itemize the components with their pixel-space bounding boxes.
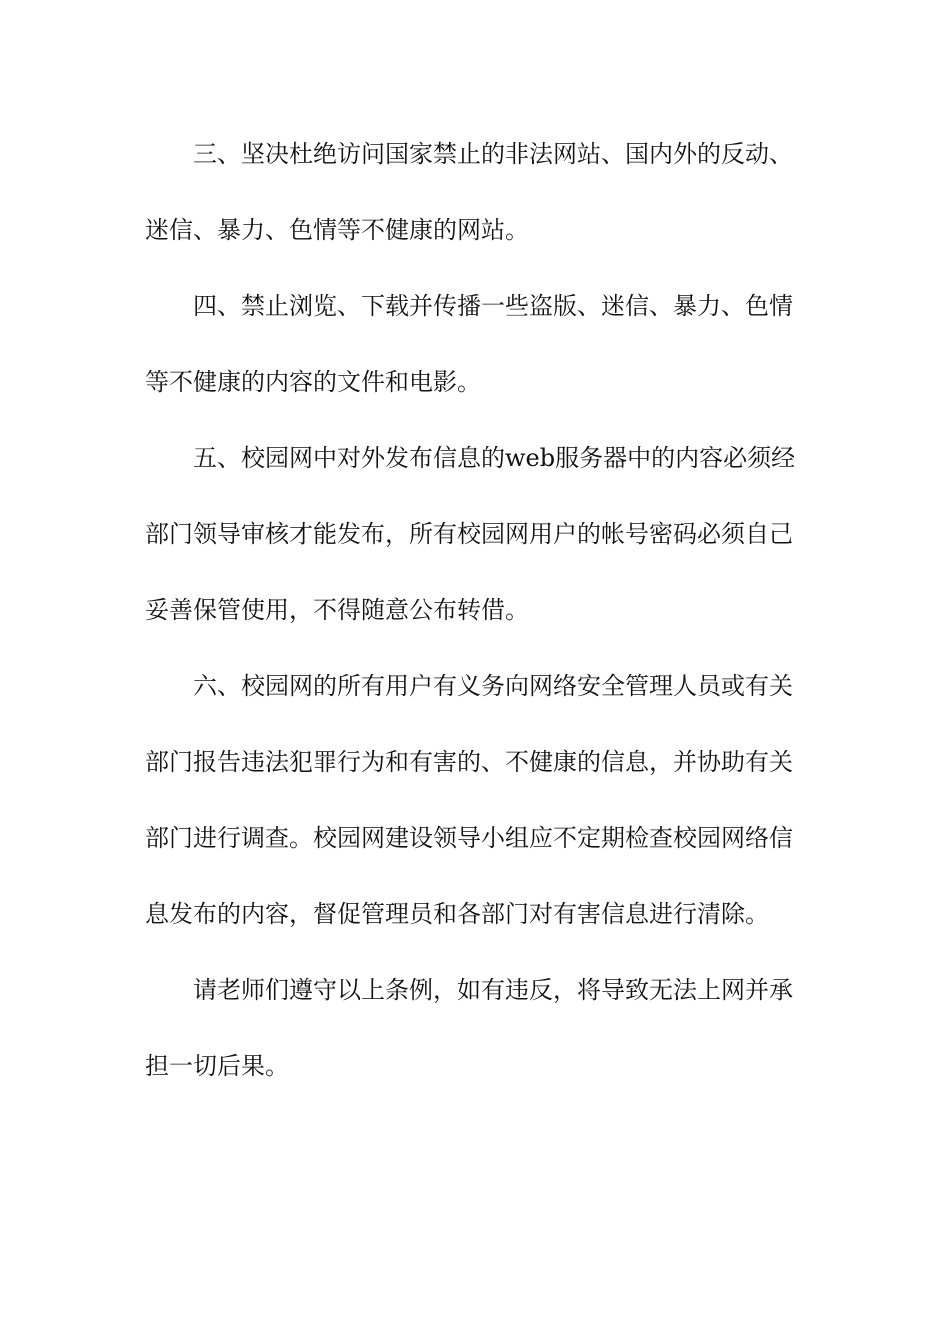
- paragraph-5-line-3: 妥善保管使用，不得随意公布转借。: [145, 596, 529, 624]
- paragraph-3-line-2: 迷信、暴力、色情等不健康的网站。: [145, 216, 529, 244]
- paragraph-6-line-2: 部门报告违法犯罪行为和有害的、不健康的信息，并协助有关: [145, 748, 793, 776]
- closing-line-1: 请老师们遵守以上条例，如有违反，将导致无法上网并承: [193, 976, 793, 1004]
- paragraph-4-line-2: 等不健康的内容的文件和电影。: [145, 368, 481, 396]
- closing-line-2: 担一切后果。: [145, 1052, 289, 1080]
- paragraph-6-line-1: 六、校园网的所有用户有义务向网络安全管理人员或有关: [193, 672, 793, 700]
- paragraph-4-line-1: 四、禁止浏览、下载并传播一些盗版、迷信、暴力、色情: [193, 292, 793, 320]
- paragraph-6-line-3: 部门进行调查。校园网建设领导小组应不定期检查校园网络信: [145, 824, 793, 852]
- paragraph-5-line-1: 五、校园网中对外发布信息的web服务器中的内容必须经: [193, 444, 796, 472]
- paragraph-6-line-4: 息发布的内容，督促管理员和各部门对有害信息进行清除。: [145, 900, 769, 928]
- paragraph-5-line-2: 部门领导审核才能发布，所有校园网用户的帐号密码必须自己: [145, 520, 793, 548]
- document-body: [145, 126, 810, 1114]
- paragraph-3-line-1: 三、坚决杜绝访问国家禁止的非法网站、国内外的反动、: [193, 140, 793, 168]
